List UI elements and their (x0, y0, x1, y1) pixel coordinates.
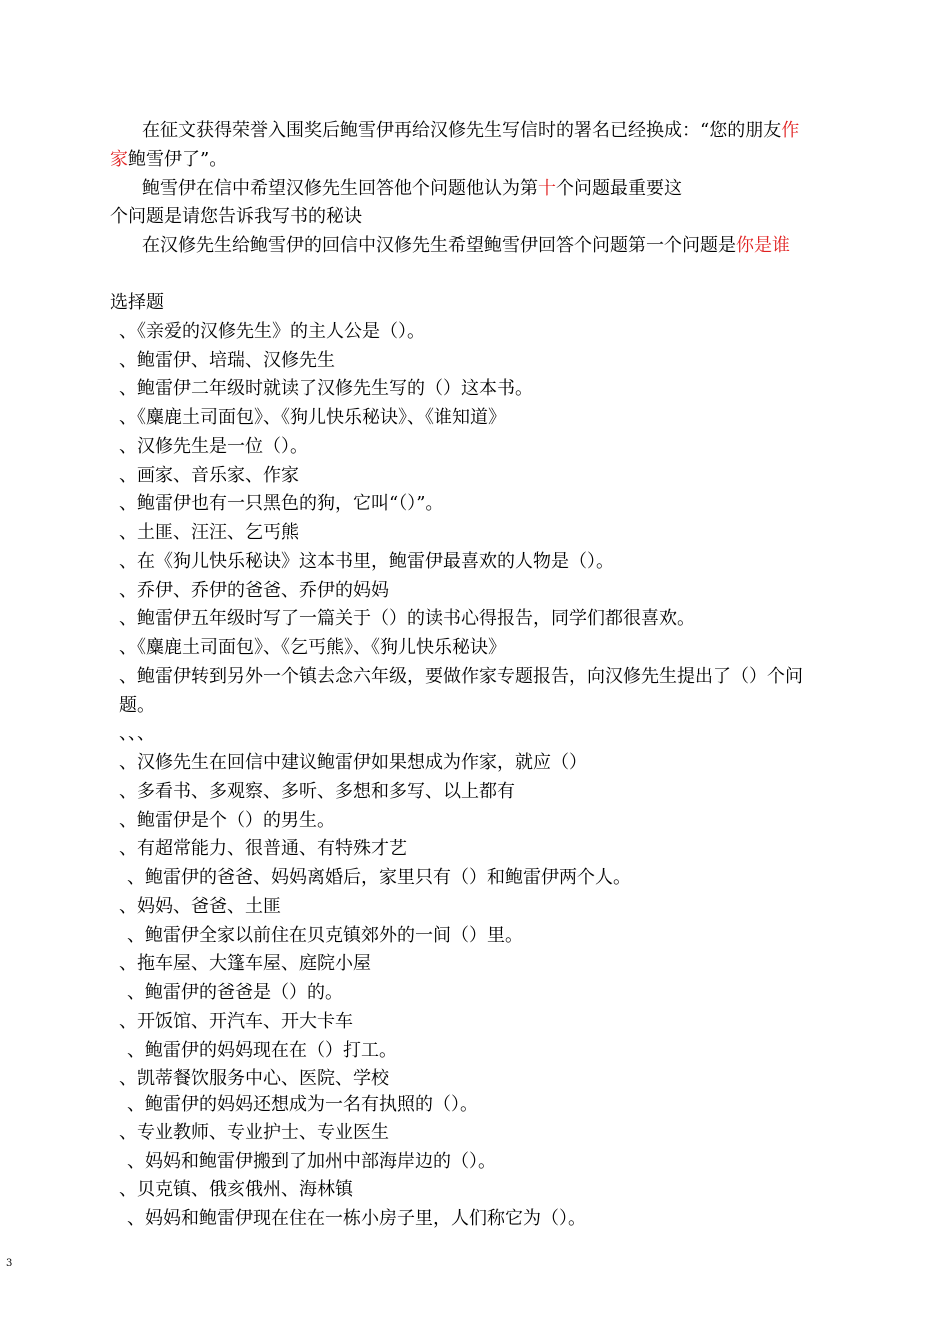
quiz-line: 、在《狗儿快乐秘诀》这本书里，鲍雷伊最喜欢的人物是（）。 (119, 551, 614, 572)
quiz-line: 、鲍雷伊的爸爸、妈妈离婚后，家里只有（）和鲍雷伊两个人。 (127, 867, 631, 888)
quiz-line: 、有超常能力、很普通、有特殊才艺 (119, 838, 407, 859)
quiz-line: 、鲍雷伊是个（）的男生。 (119, 810, 335, 831)
quiz-line: 、乔伊、乔伊的爸爸、乔伊的妈妈 (119, 580, 389, 601)
text-span: 在征文获得荣誉入围奖后鲍雪伊再给汉修先生写信时的署名已经换成：“您的朋友 (142, 120, 782, 141)
highlight-span: 十 (538, 178, 556, 199)
quiz-line: 、《麋鹿土司面包》、《乞丐熊》、《狗儿快乐秘诀》 (119, 637, 506, 658)
quiz-line: 、凯蒂餐饮服务中心、医院、学校 (119, 1068, 389, 1089)
paragraph-line (142, 234, 790, 258)
quiz-line: 题。 (119, 695, 155, 716)
highlight-span: 家 (110, 149, 128, 170)
text-span: 鲍雪伊了”。 (128, 149, 228, 170)
paragraph-line (110, 148, 227, 172)
text-span: 个问题是请您告诉我写书的秘诀 (110, 206, 362, 227)
quiz-line: 、拖车屋、大篷车屋、庭院小屋 (119, 953, 371, 974)
paragraph-line (142, 177, 682, 201)
section-title: 选择题 (110, 292, 164, 313)
quiz-line: 、汉修先生是一位（）。 (119, 436, 308, 457)
quiz-line: 、、、 (119, 723, 155, 744)
quiz-line: 、画家、音乐家、作家 (119, 465, 299, 486)
highlight-span: 作 (781, 120, 800, 141)
quiz-line: 、汉修先生在回信中建议鲍雷伊如果想成为作家，就应（） (119, 752, 587, 773)
highlight-span: 你是谁 (736, 235, 790, 256)
text-span: 个问题最重要这 (556, 178, 682, 199)
quiz-line: 、鲍雷伊也有一只黑色的狗，它叫“（）”。 (119, 493, 444, 514)
quiz-line: 、妈妈、爸爸、土匪 (119, 896, 281, 917)
quiz-line: 、开饭馆、开汽车、开大卡车 (119, 1011, 353, 1032)
quiz-line: 、《亲爱的汉修先生》的主人公是（）。 (119, 321, 425, 342)
quiz-line: 、专业教师、专业护士、专业医生 (119, 1122, 389, 1143)
quiz-line: 、妈妈和鲍雷伊现在住在一栋小房子里，人们称它为（）。 (127, 1208, 586, 1229)
quiz-line: 、鲍雷伊的妈妈现在在（）打工。 (127, 1040, 397, 1061)
quiz-line: 、贝克镇、俄亥俄州、海林镇 (119, 1179, 353, 1200)
page-number: 3 (6, 1258, 13, 1269)
quiz-line: 、《麋鹿土司面包》、《狗儿快乐秘诀》、《谁知道》 (119, 407, 506, 428)
text-span: 在汉修先生给鲍雪伊的回信中汉修先生希望鲍雪伊回答个问题第一个问题是 (142, 235, 736, 256)
quiz-line: 、鲍雷伊二年级时就读了汉修先生写的（）这本书。 (119, 378, 533, 399)
quiz-line: 、土匪、汪汪、乞丐熊 (119, 522, 299, 543)
quiz-line: 、鲍雷伊全家以前住在贝克镇郊外的一间（）里。 (127, 925, 523, 946)
paragraph-line (110, 205, 362, 229)
text-span: 鲍雪伊在信中希望汉修先生回答他个问题他认为第 (142, 178, 538, 199)
quiz-line: 、鲍雷伊五年级时写了一篇关于（）的读书心得报告，同学们都很喜欢。 (119, 608, 695, 629)
paragraph-line (142, 119, 799, 143)
quiz-line: 、鲍雷伊转到另外一个镇去念六年级，要做作家专题报告，向汉修先生提出了（）个问 (119, 666, 803, 687)
quiz-line: 、妈妈和鲍雷伊搬到了加州中部海岸边的（）。 (127, 1151, 496, 1172)
quiz-line: 、鲍雷伊、培瑞、汉修先生 (119, 350, 335, 371)
quiz-line: 、多看书、多观察、多听、多想和多写、以上都有 (119, 781, 515, 802)
quiz-line: 、鲍雷伊的妈妈还想成为一名有执照的（）。 (127, 1094, 478, 1115)
quiz-line: 、鲍雷伊的爸爸是（）的。 (127, 982, 343, 1003)
